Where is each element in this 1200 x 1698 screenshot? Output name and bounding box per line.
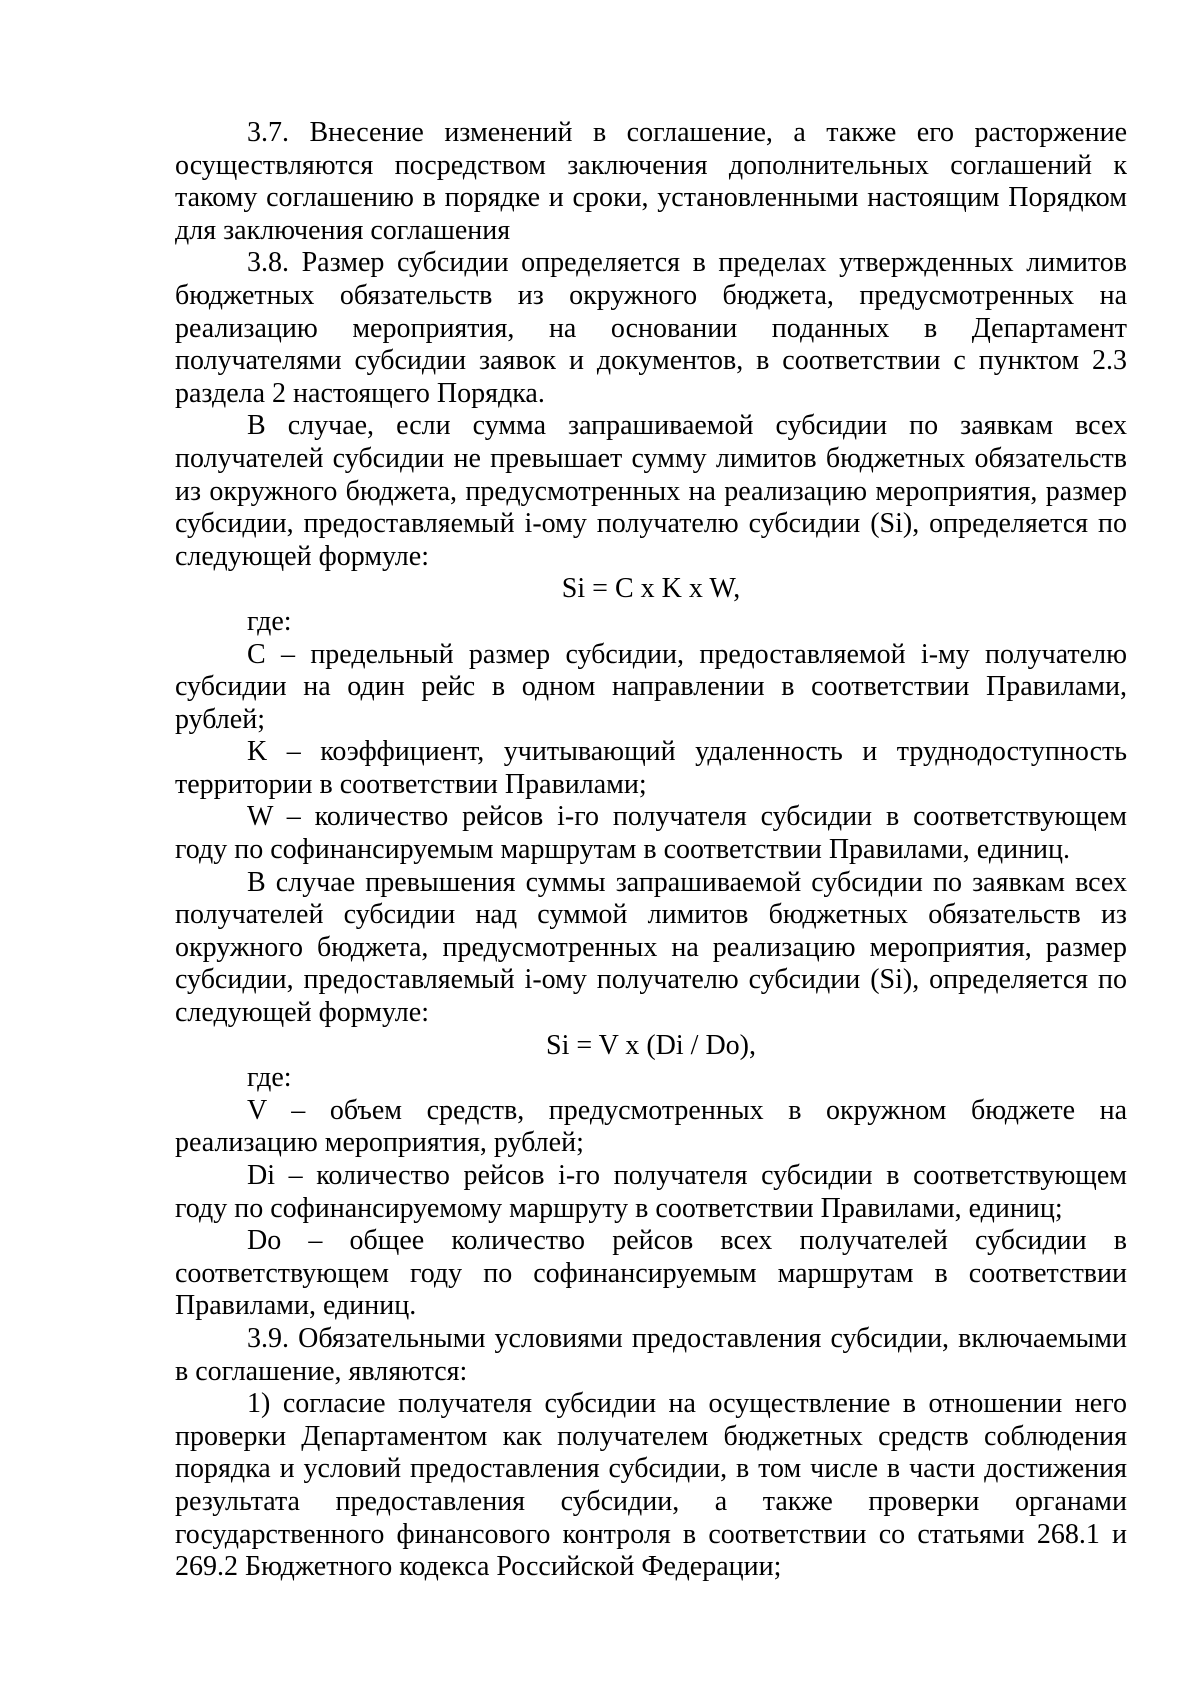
paragraph-3-8: 3.8. Размер субсидии определяется в пределах утвержденных лимитов бюджетных обязательств из окружного бюджета, предусмотренных на реализацию мероприятия, на основании поданных в Департамент получателями субсидии заявок и документов, в соответствии с пунктом 2.3 раздела 2 настоящего Порядка. (175, 247, 1127, 409)
paragraph-case-exceeds-limits: В случае превышения суммы запрашиваемой субсидии по заявкам всех получателей субсидии над суммой лимитов бюджетных обязательств из окружного бюджета, предусмотренных на реализацию мероприятия, размер субсидии, предоставляемый i-ому получателю субсидии (Si), определяется по следующей формуле: (175, 866, 1127, 1029)
list-item-1: 1) согласие получателя субсидии на осуществление в отношении него проверки Департаментом как получателем бюджетных средств соблюдения порядка и условий предоставления субсидии, в том числе в части достижения результата предоставления субсидии, а также проверки органами государственного финансового контроля в соответствии со статьями 268.1 и 269.2 Бюджетного кодекса Российской Федерации; (175, 1388, 1127, 1583)
definition-do: Do – общее количество рейсов всех получателей субсидии в соответствующем году по софинансируемым маршрутам в соответствии Правилами, единиц. (175, 1225, 1127, 1322)
document-body (175, 117, 1127, 1584)
paragraph-case-within-limits: В случае, если сумма запрашиваемой субсидии по заявкам всех получателей субсидии не превышает сумму лимитов бюджетных обязательств из окружного бюджета, предусмотренных на реализацию мероприятия, размер субсидии, предоставляемый i-ому получателю субсидии (Si), определяется по следующей формуле: (175, 410, 1127, 572)
where-label-1: где: (247, 605, 292, 637)
formula-si-vdido: Si = V x (Di / Do), (546, 1029, 756, 1061)
definition-c: C – предельный размер субсидии, предоставляемой i-му получателю субсидии на один рейс в одном направлении в соответствии Правилами, рублей; (175, 638, 1127, 735)
definition-k: K – коэффициент, учитывающий удаленность и труднодоступность территории в соответствии Правилами; (175, 736, 1127, 800)
paragraph-3-9: 3.9. Обязательными условиями предоставления субсидии, включаемыми в соглашение, являются: (175, 1322, 1127, 1387)
where-label-2: где: (247, 1062, 292, 1094)
paragraph-3-7: 3.7. Внесение изменений в соглашение, а также его расторжение осуществляются посредством заключения дополнительных соглашений к такому соглашению в порядке и сроки, установленными настоящим Порядком для заключения соглашения (175, 117, 1127, 246)
definition-di: Di – количество рейсов i-го получателя субсидии в соответствующем году по софинансируемому маршруту в соответствии Правилами, единиц; (175, 1160, 1127, 1224)
definition-w: W – количество рейсов i-го получателя субсидии в соответствующем году по софинансируемым маршрутам в соответствии Правилами, единиц. (175, 801, 1127, 866)
definition-v: V – объем средств, предусмотренных в окружном бюджете на реализацию мероприятия, рублей; (175, 1094, 1127, 1159)
formula-si-ckw: Si = C x K x W, (561, 573, 741, 605)
